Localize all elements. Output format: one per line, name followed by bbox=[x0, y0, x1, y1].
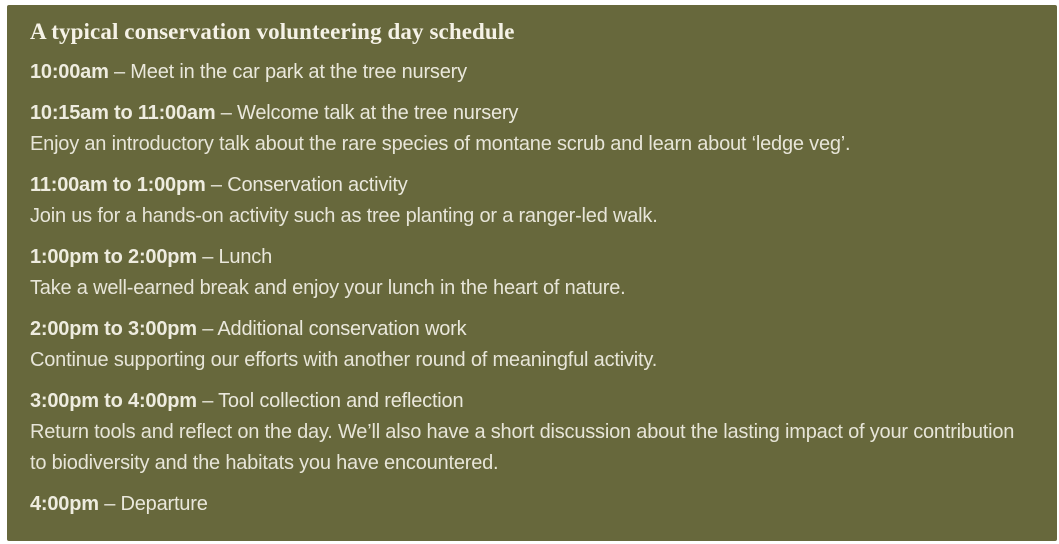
entry-description: Join us for a hands-on activity such as tree planting or a ranger-led walk. bbox=[30, 205, 658, 227]
entry-time: 11:00am to 1:00pm bbox=[30, 174, 206, 196]
entry-activity: – Meet in the car park at the tree nursery bbox=[108, 61, 467, 83]
entry-description: Continue supporting our efforts with another round of meaningful activity. bbox=[30, 349, 658, 371]
entry-time: 10:00am bbox=[30, 61, 109, 83]
schedule-entry bbox=[30, 242, 1029, 304]
schedule-entry bbox=[30, 314, 1029, 376]
entry-activity: – Departure bbox=[98, 493, 208, 515]
entry-heading bbox=[30, 489, 1029, 520]
entry-time: 3:00pm to 4:00pm bbox=[30, 390, 197, 412]
entry-time: 1:00pm to 2:00pm bbox=[30, 246, 197, 268]
entry-activity: – Conservation activity bbox=[205, 174, 408, 196]
schedule-entry bbox=[30, 170, 1029, 232]
page-title: A typical conservation volunteering day schedule bbox=[30, 19, 515, 44]
entry-heading bbox=[30, 170, 1029, 201]
entry-heading bbox=[30, 57, 1029, 88]
schedule-entry bbox=[30, 57, 1029, 88]
schedule-panel bbox=[7, 5, 1057, 541]
entry-heading bbox=[30, 98, 1029, 129]
entry-activity: – Lunch bbox=[196, 246, 272, 268]
entry-description: Take a well-earned break and enjoy your lunch in the heart of nature. bbox=[30, 277, 626, 299]
entry-time: 10:15am to 11:00am bbox=[30, 102, 216, 124]
entry-heading bbox=[30, 314, 1029, 345]
entry-activity: – Tool collection and reflection bbox=[196, 390, 464, 412]
schedule-entry bbox=[30, 386, 1029, 479]
schedule-entry bbox=[30, 98, 1029, 160]
entry-heading bbox=[30, 386, 1029, 417]
entry-description: Enjoy an introductory talk about the rare species of montane scrub and learn about ‘ledge veg’. bbox=[30, 133, 851, 155]
entry-time: 2:00pm to 3:00pm bbox=[30, 318, 197, 340]
entry-activity: – Additional conservation work bbox=[196, 318, 467, 340]
entry-activity: – Welcome talk at the tree nursery bbox=[215, 102, 519, 124]
entry-description: Return tools and reflect on the day. We’ll also have a short discussion about the lasting impact of your contribution to biodiversity and the habitats you have encountered. bbox=[30, 421, 1015, 474]
entry-heading bbox=[30, 242, 1029, 273]
schedule-entry bbox=[30, 489, 1029, 520]
schedule-list bbox=[30, 57, 1029, 520]
entry-time: 4:00pm bbox=[30, 493, 99, 515]
